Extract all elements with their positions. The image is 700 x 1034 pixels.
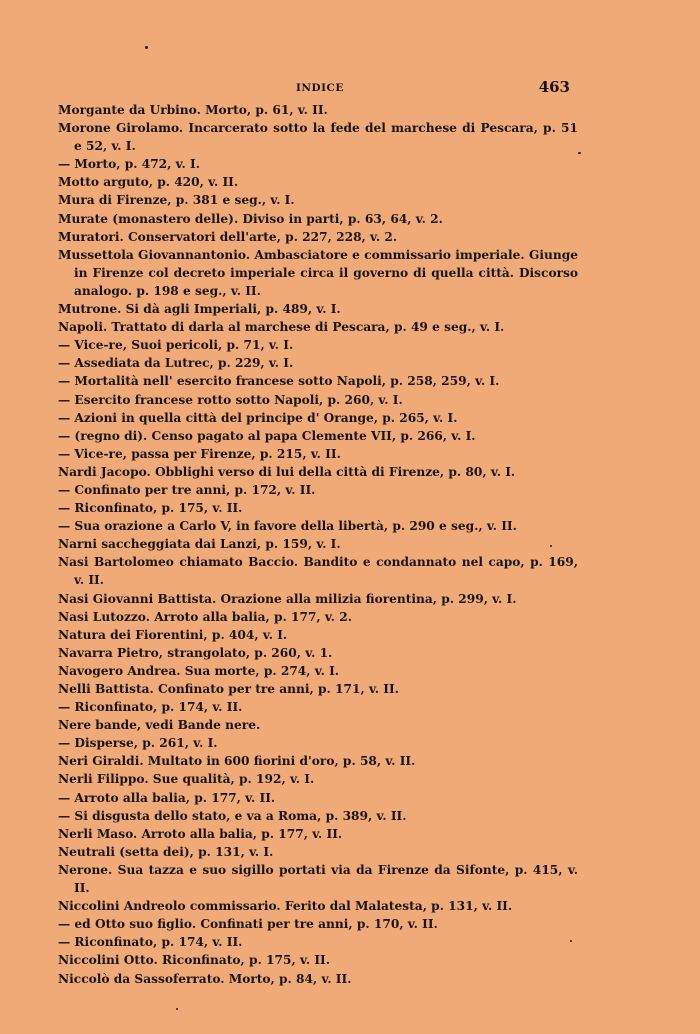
index-entry: Neutrali (setta dei), p. 131, v. I. — [58, 844, 274, 859]
index-entry: Natura dei Fiorentini, p. 404, v. I. — [58, 627, 288, 642]
index-entry: Muratori. Conservatori dell'arte, p. 227, 228, v. 2. — [58, 229, 398, 244]
index-entry: Napoli. Trattato di darla al marchese di Pescara, p. 49 e seg., v. I. — [58, 320, 505, 335]
index-entry: — Sua orazione a Carlo V, in favore della libertà, p. 290 e seg., v. II. — [58, 519, 517, 534]
index-entry: Niccolini Otto. Riconfinato, p. 175, v. II. — [58, 953, 330, 968]
index-entry: Mura di Firenze, p. 381 e seg., v. I. — [58, 193, 295, 208]
index-entry: Nardi Jacopo. Obblighi verso di lui della città di Firenze, p. 80, v. I. — [58, 464, 516, 479]
index-entry: Nelli Battista. Confinato per tre anni, p. 171, v. II. — [58, 682, 399, 696]
index-entry: Morgante da Urbino. Morto, p. 61, v. II. — [58, 103, 328, 117]
index-entry: — Vice-re, Suoi pericoli, p. 71, v. I. — [58, 338, 294, 353]
index-entry: Nerone. Sua tazza e suo sigillo portati via da Firenze da Sifonte, p. 415, v. II. — [58, 862, 578, 896]
index-entry: — Azioni in quella città del principe d' Orange, p. 265, v. I. — [58, 410, 458, 425]
index-entry: Mutrone. Si dà agli Imperiali, p. 489, v. I. — [58, 302, 341, 317]
index-entry: — Assediata da Lutrec, p. 229, v. I. — [58, 356, 294, 371]
index-entry: — Esercito francese rotto sotto Napoli, p. 260, v. I. — [58, 392, 403, 407]
index-entry: Morone Girolamo. Incarcerato sotto la fede del marchese di Pescara, p. 51 e 52, v. I. — [58, 121, 578, 154]
index-entry: Neri Giraldi. Multato in 600 fiorini d'oro, p. 58, v. II. — [58, 754, 416, 769]
index-entry: Narni saccheggiata dai Lanzi, p. 159, v. I. — [58, 537, 341, 552]
index-entry: — Riconfinato, p. 174, v. II. — [58, 935, 243, 950]
index-entry: — Disperse, p. 261, v. I. — [58, 736, 218, 751]
scan-speck — [570, 940, 572, 942]
index-entry: Nasi Giovanni Battista. Orazione alla milizia fiorentina, p. 299, v. I. — [58, 591, 517, 606]
index-entry: — Morto, p. 472, v. I. — [58, 157, 200, 172]
index-entry: — Mortalità nell' esercito francese sotto Napoli, p. 258, 259, v. I. — [58, 374, 500, 389]
index-entry: — Vice-re, passa per Firenze, p. 215, v. II. — [58, 446, 341, 461]
scan-speck — [550, 545, 552, 547]
page-number: 463 — [538, 78, 570, 96]
index-entry: Nasi Bartolomeo chiamato Baccio. Bandito e condannato nel capo, p. 169, v. II. — [58, 555, 578, 588]
index-entry: — ed Otto suo figlio. Confinati per tre anni, p. 170, v. II. — [58, 917, 438, 932]
index-entry: Navarra Pietro, strangolato, p. 260, v. 1. — [58, 645, 333, 660]
index-entry: Mussettola Giovannantonio. Ambasciatore e commissario imperiale. Giunge in Firenze col decreto imperiale circa il governo di quella città. Discorso analogo. p. 198 e seg., v. II. — [58, 247, 578, 298]
index-entry: Nerli Filippo. Sue qualità, p. 192, v. I. — [58, 772, 315, 787]
index-entry: — Si disgusta dello stato, e va a Roma, p. 389, v. II. — [58, 808, 407, 823]
index-entry: — Arroto alla balia, p. 177, v. II. — [58, 790, 276, 805]
index-entry: — Confinato per tre anni, p. 172, v. II. — [58, 482, 316, 497]
index-entry: Motto arguto, p. 420, v. II. — [58, 175, 239, 190]
index-entry: — Riconfinato, p. 175, v. II. — [58, 501, 243, 516]
index-entry: — (regno di). Censo pagato al papa Clemente VII, p. 266, v. I. — [58, 428, 476, 443]
index-entry: Niccolò da Sassoferrato. Morto, p. 84, v. II. — [58, 971, 352, 986]
index-entry: Nerli Maso. Arroto alla balia, p. 177, v. II. — [58, 826, 343, 841]
index-entry: — Riconfinato, p. 174, v. II. — [58, 700, 243, 715]
scan-speck — [578, 152, 581, 154]
index-entry: Nasi Lutozzo. Arroto alla balia, p. 177, v. 2. — [58, 609, 352, 624]
scan-speck — [176, 1008, 178, 1010]
index-entry: Nere bande, vedi Bande nere. — [58, 718, 261, 733]
index-entry: Murate (monastero delle). Diviso in parti, p. 63, 64, v. 2. — [58, 211, 443, 226]
index-entry: Navogero Andrea. Sua morte, p. 274, v. I. — [58, 663, 340, 678]
scan-speck — [145, 46, 148, 49]
running-head — [58, 80, 570, 100]
index-entries — [58, 101, 578, 988]
index-entry: Niccolini Andreolo commissario. Ferito dal Malatesta, p. 131, v. II. — [58, 899, 513, 914]
running-head-title: INDICE — [296, 82, 344, 94]
